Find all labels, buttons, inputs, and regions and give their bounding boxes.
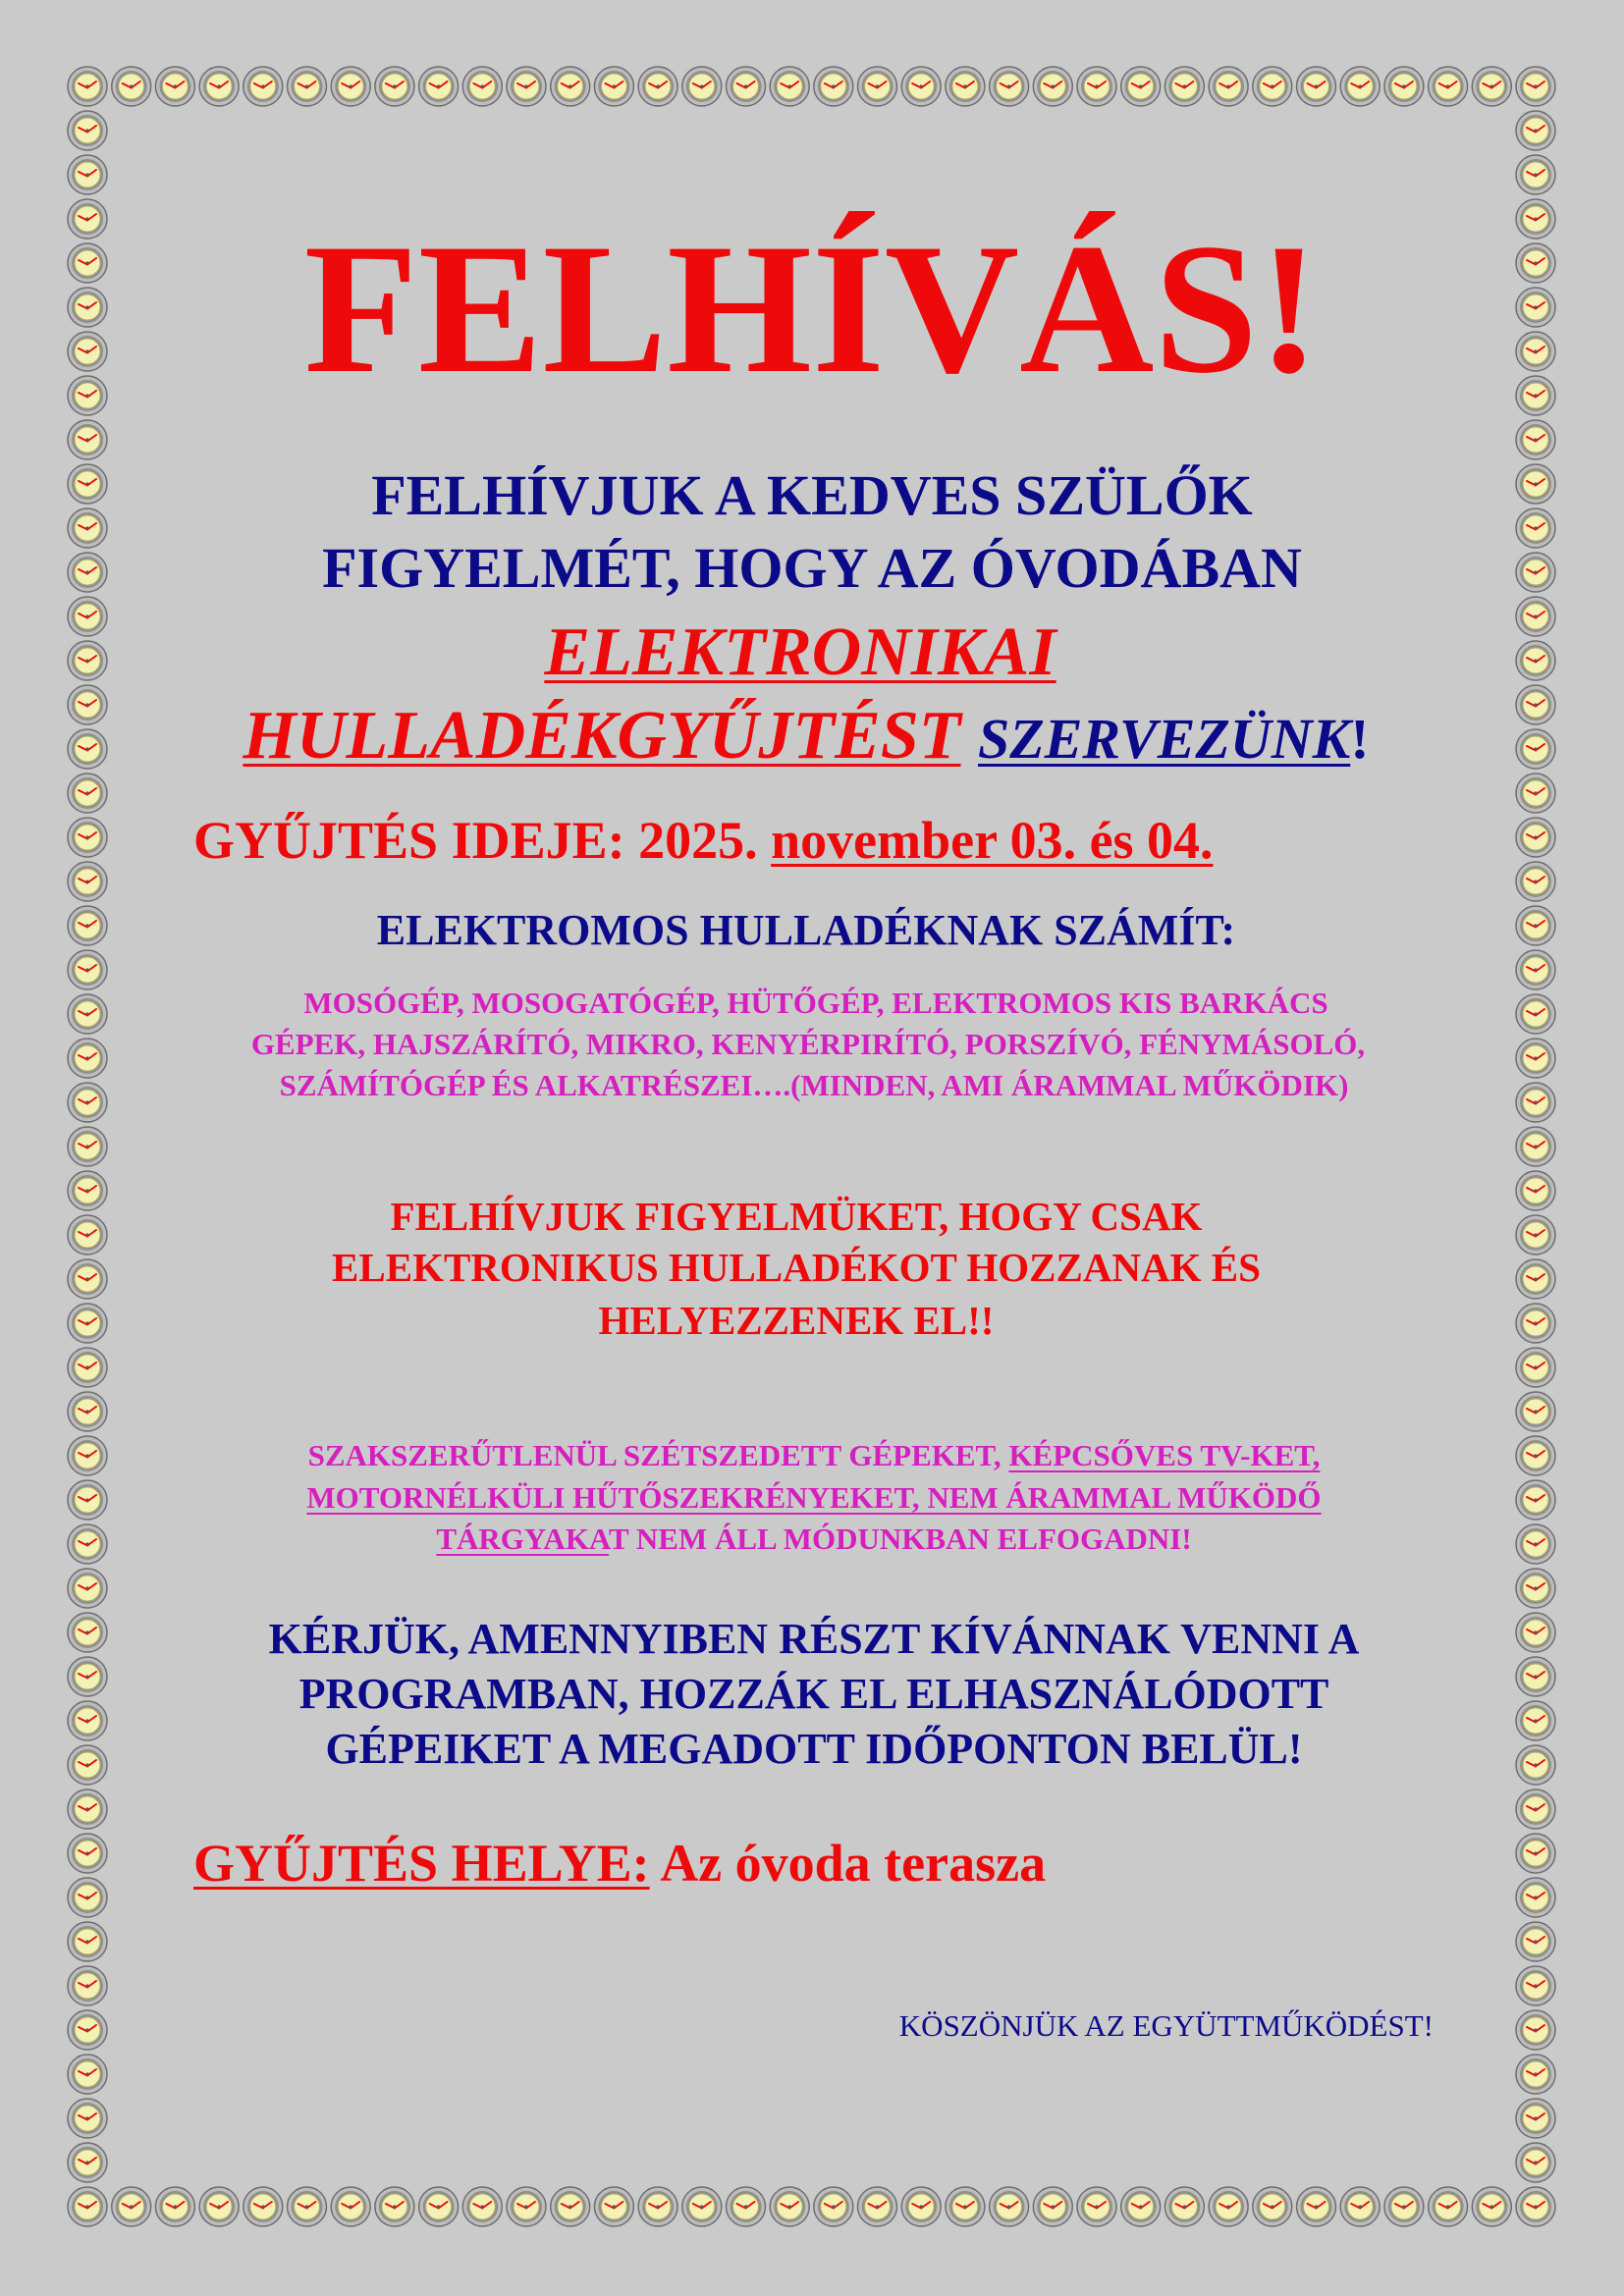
title-text: FELHÍVÁS!	[303, 206, 1321, 412]
clock-icon	[1164, 2187, 1204, 2226]
clock-icon	[990, 67, 1029, 106]
clock-icon	[1516, 2055, 1555, 2094]
clock-icon	[1209, 67, 1248, 106]
clock-icon	[1516, 1348, 1555, 1387]
intro-line-2-text: FIGYELMÉT, HOGY AZ ÓVODÁBAN	[322, 536, 1302, 600]
clock-icon	[68, 67, 107, 106]
intro-line-2	[0, 538, 1624, 599]
refused-line-3	[2, 1522, 1624, 1557]
refused-line-3-underlined: TÁRGYAKA	[436, 1522, 610, 1556]
clock-icon	[68, 2055, 107, 2094]
clock-icon	[1253, 2187, 1292, 2226]
clock-icon	[1033, 67, 1072, 106]
clock-icon	[244, 67, 283, 106]
clock-icon	[375, 67, 414, 106]
clock-icon	[155, 2187, 194, 2226]
clock-icon	[946, 67, 985, 106]
clock-icon	[375, 2187, 414, 2226]
clock-icon	[68, 1569, 107, 1608]
clock-icon	[1121, 67, 1161, 106]
place-label: GYŰJTÉS HELYE:	[193, 1834, 650, 1893]
clock-icon	[68, 862, 107, 901]
refused-line-1-underlined: KÉPCSŐVES TV-KET,	[1008, 1438, 1321, 1472]
clock-icon	[770, 2187, 809, 2226]
clock-icon	[199, 2187, 239, 2226]
clock-icon	[727, 67, 766, 106]
request-line-1-text: KÉRJÜK, AMENNYIBEN RÉSZT KÍVÁNNAK VENNI A	[268, 1615, 1360, 1663]
clock-icon	[244, 2187, 283, 2226]
items-line-3	[2, 1068, 1624, 1103]
request-line-2	[2, 1670, 1624, 1719]
clock-icon	[638, 2187, 677, 2226]
clock-icon	[1516, 1789, 1555, 1829]
clock-icon	[462, 67, 502, 106]
items-line-1	[4, 986, 1624, 1021]
thanks-text-value: KÖSZÖNJÜK AZ EGYÜTTMŰKÖDÉST!	[898, 2008, 1434, 2043]
clock-icon	[112, 67, 151, 106]
intro-line-1-text: FELHÍVJUK A KEDVES SZÜLŐK	[371, 463, 1253, 527]
request-line-2-text: PROGRAMBAN, HOZZÁK EL ELHASZNÁLÓDOTT	[298, 1670, 1329, 1718]
clock-icon	[990, 2187, 1029, 2226]
clock-icon	[68, 2187, 107, 2226]
clock-icon	[419, 67, 459, 106]
clock-icon	[1429, 67, 1468, 106]
clock-icon	[68, 1789, 107, 1829]
clock-icon	[1077, 67, 1116, 106]
clock-icon	[1516, 1834, 1555, 1873]
clock-icon	[68, 420, 107, 459]
clock-icon	[1297, 2187, 1336, 2226]
clock-icon	[1516, 2010, 1555, 2050]
items-line-1-text: MOSÓGÉP, MOSOGATÓGÉP, HÜTŐGÉP, ELEKTROMOS KIS BARKÁCS	[303, 986, 1328, 1020]
clock-icon	[682, 67, 722, 106]
date-value: november 03. és 04.	[771, 811, 1214, 870]
clock-icon	[1516, 2187, 1555, 2226]
clock-icon	[551, 67, 590, 106]
clock-icon	[1516, 950, 1555, 989]
clock-icon	[112, 2187, 151, 2226]
clock-icon	[1516, 2143, 1555, 2182]
clock-icon	[682, 2187, 722, 2226]
clock-icon	[155, 67, 194, 106]
intro-highlight-2-text: HULLADÉKGYŰJTÉST	[243, 698, 961, 774]
intro-verb-text: SZERVEZÜNK	[978, 707, 1351, 771]
clock-icon	[1429, 2187, 1468, 2226]
clock-icon	[68, 1834, 107, 1873]
clock-icon	[1516, 774, 1555, 813]
collection-date	[193, 811, 1470, 870]
items-heading	[0, 906, 1618, 955]
clock-icon	[331, 2187, 370, 2226]
items-line-2-text: GÉPEK, HAJSZÁRÍTÓ, MIKRO, KENYÉRPIRÍTÓ, PORSZÍVÓ, FÉNYMÁSOLÓ,	[250, 1027, 1366, 1061]
clock-icon	[814, 2187, 853, 2226]
intro-highlight-1	[0, 616, 1612, 689]
clock-icon	[1472, 67, 1511, 106]
notice-line-1-text: FELHÍVJUK FIGYELMÜKET, HOGY CSAK	[390, 1194, 1203, 1239]
clock-icon	[1516, 1966, 1555, 2005]
clock-icon	[814, 67, 853, 106]
clock-icon	[638, 67, 677, 106]
clock-icon	[594, 67, 633, 106]
clock-icon	[1516, 1127, 1555, 1166]
page-title	[0, 206, 1624, 412]
clock-icon	[68, 774, 107, 813]
clock-icon	[507, 2187, 546, 2226]
clock-icon	[1340, 2187, 1380, 2226]
clock-icon	[68, 818, 107, 857]
clock-icon	[462, 2187, 502, 2226]
request-line-1	[2, 1615, 1624, 1664]
clock-icon	[68, 111, 107, 150]
request-line-3	[2, 1725, 1624, 1774]
clock-icon	[1516, 862, 1555, 901]
clock-icon	[199, 67, 239, 106]
clock-icon	[68, 2099, 107, 2138]
clock-icon	[858, 2187, 897, 2226]
clock-icon	[1121, 2187, 1161, 2226]
clock-icon	[946, 2187, 985, 2226]
date-label: GYŰJTÉS IDEJE: 2025.	[193, 811, 758, 870]
refused-line-1	[2, 1438, 1624, 1473]
notice-line-2-text: ELEKTRONIKUS HULLADÉKOT HOZZANAK ÉS	[332, 1245, 1261, 1290]
clock-icon	[594, 2187, 633, 2226]
clock-icon	[551, 2187, 590, 2226]
items-heading-text: ELEKTROMOS HULLADÉKNAK SZÁMÍT:	[376, 906, 1236, 954]
refused-line-3-plain: T NEM ÁLL MÓDUNKBAN ELFOGADNI!	[609, 1522, 1192, 1556]
collection-place	[193, 1834, 1470, 1893]
clock-icon	[68, 1922, 107, 1961]
clock-icon	[1472, 2187, 1511, 2226]
clock-icon	[68, 1127, 107, 1166]
clock-icon	[1253, 67, 1292, 106]
clock-icon	[507, 67, 546, 106]
clock-icon	[68, 155, 107, 194]
clock-icon	[1384, 67, 1424, 106]
intro-highlight-1-text: ELEKTRONIKAI	[544, 614, 1056, 690]
refused-line-2-text: MOTORNÉLKÜLI HŰTŐSZEKRÉNYEKET, NEM ÁRAMMAL MŰKÖDŐ	[306, 1480, 1322, 1515]
clock-icon	[331, 67, 370, 106]
clock-icon	[68, 1966, 107, 2005]
intro-exclaim-text: !	[1350, 707, 1370, 771]
clock-icon	[1516, 1878, 1555, 1917]
items-line-2	[0, 1027, 1620, 1062]
clock-icon	[1209, 2187, 1248, 2226]
notice-line-2	[0, 1244, 1608, 1291]
request-line-3-text: GÉPEIKET A MEGADOTT IDŐPONTON BELÜL!	[325, 1725, 1303, 1773]
clock-icon	[68, 1878, 107, 1917]
place-value: Az óvoda terasza	[660, 1834, 1047, 1893]
intro-line-1	[0, 465, 1624, 526]
clock-icon	[1516, 67, 1555, 106]
clock-icon	[727, 2187, 766, 2226]
clock-icon	[901, 2187, 941, 2226]
clock-icon	[68, 2143, 107, 2182]
notice-line-1	[0, 1193, 1608, 1240]
clock-icon	[419, 2187, 459, 2226]
clock-icon	[1340, 67, 1380, 106]
refused-line-1-plain: SZAKSZERŰTLENÜL SZÉTSZEDETT GÉPEKET,	[307, 1438, 1001, 1472]
clock-icon	[901, 67, 941, 106]
clock-icon	[288, 67, 327, 106]
clock-icon	[1516, 1392, 1555, 1431]
clock-icon	[1516, 1569, 1555, 1608]
clock-icon	[1516, 111, 1555, 150]
clock-icon	[68, 2010, 107, 2050]
intro-line-4	[0, 700, 1618, 775]
clock-icon	[68, 1348, 107, 1387]
items-line-3-text: SZÁMÍTÓGÉP ÉS ALKATRÉSZEI….(MINDEN, AMI ÁRAMMAL MŰKÖDIK)	[279, 1068, 1349, 1102]
clock-icon	[68, 1392, 107, 1431]
clock-icon	[858, 67, 897, 106]
clock-icon	[1516, 155, 1555, 194]
clock-icon	[68, 950, 107, 989]
clock-icon	[1384, 2187, 1424, 2226]
clock-icon	[770, 67, 809, 106]
clock-icon	[1516, 420, 1555, 459]
clock-icon	[1297, 67, 1336, 106]
clock-icon	[1516, 2099, 1555, 2138]
clock-icon	[1077, 2187, 1116, 2226]
refused-line-2	[2, 1480, 1624, 1516]
clock-icon	[1516, 818, 1555, 857]
clock-icon	[1516, 1922, 1555, 1961]
clock-icon	[288, 2187, 327, 2226]
notice-line-3	[0, 1297, 1608, 1344]
clock-icon	[1164, 67, 1204, 106]
clock-icon	[1033, 2187, 1072, 2226]
notice-line-3-text: HELYEZZENEK EL!!	[598, 1298, 995, 1343]
thanks-text	[687, 2008, 1434, 2044]
